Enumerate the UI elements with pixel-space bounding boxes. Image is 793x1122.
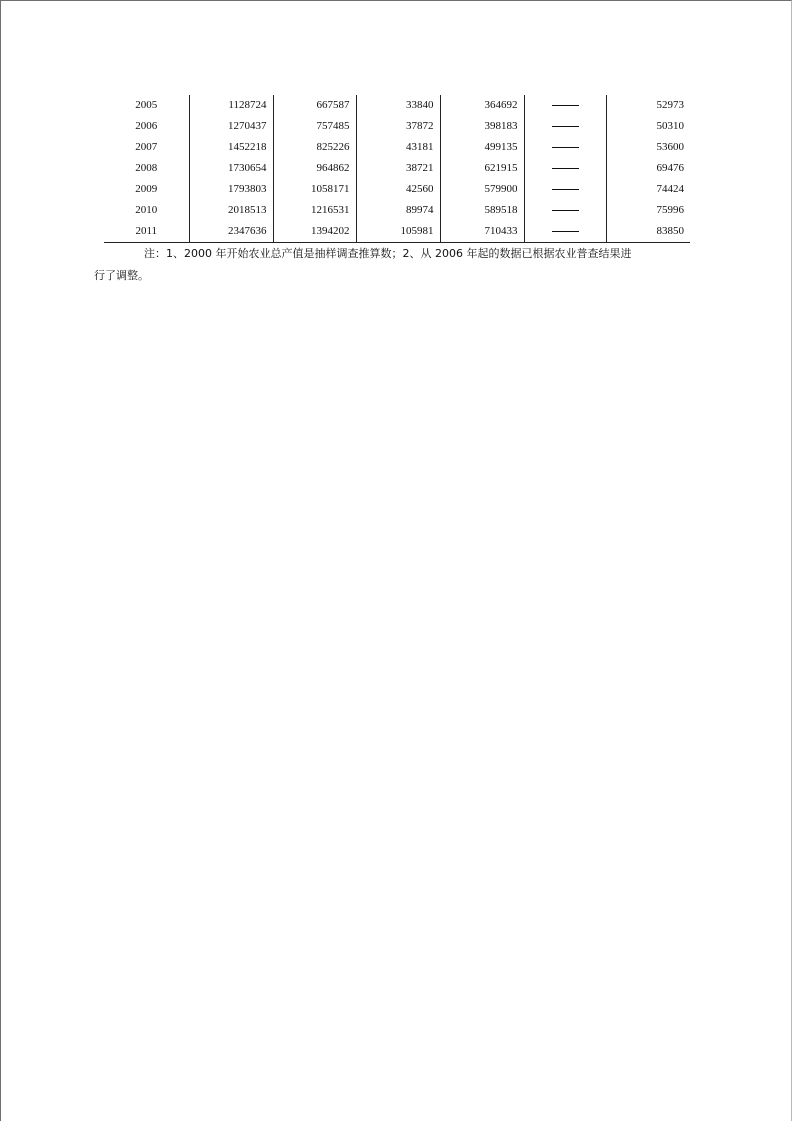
value-cell: 2018513 (189, 200, 273, 221)
year-cell: 2010 (135, 204, 158, 216)
value-cell: 75996 (606, 200, 690, 221)
value-cell: 38721 (356, 158, 440, 179)
value-cell: 499135 (440, 137, 524, 158)
table-row (104, 116, 690, 137)
dash-mark (552, 126, 579, 127)
value-cell: 42560 (356, 179, 440, 200)
value-cell: 710433 (440, 221, 524, 243)
value-cell: 1128724 (189, 95, 273, 116)
dash-mark (552, 105, 579, 106)
empty-dash-cell (524, 158, 606, 179)
empty-dash-cell (524, 179, 606, 200)
value-cell: 33840 (356, 95, 440, 116)
footnote-line-2: 行了调整。 (94, 269, 149, 282)
value-cell: 667587 (273, 95, 356, 116)
empty-dash-cell (524, 95, 606, 116)
value-cell: 398183 (440, 116, 524, 137)
table-row (104, 221, 690, 243)
value-cell: 74424 (606, 179, 690, 200)
table-row (104, 200, 690, 221)
year-cell: 2006 (135, 120, 158, 132)
dash-mark (552, 189, 579, 190)
value-cell: 1793803 (189, 179, 273, 200)
value-cell: 364692 (440, 95, 524, 116)
year-cell: 2007 (135, 141, 158, 153)
year-cell: 2008 (135, 162, 158, 174)
value-cell: 1058171 (273, 179, 356, 200)
value-cell: 825226 (273, 137, 356, 158)
value-cell: 757485 (273, 116, 356, 137)
empty-dash-cell (524, 221, 606, 243)
value-cell: 1270437 (189, 116, 273, 137)
value-cell: 1452218 (189, 137, 273, 158)
value-cell: 52973 (606, 95, 690, 116)
data-table (104, 95, 690, 243)
value-cell: 1216531 (273, 200, 356, 221)
value-cell: 50310 (606, 116, 690, 137)
empty-dash-cell (524, 200, 606, 221)
table-footnote (94, 243, 689, 287)
value-cell: 1730654 (189, 158, 273, 179)
dash-mark (552, 210, 579, 211)
value-cell: 37872 (356, 116, 440, 137)
empty-dash-cell (524, 116, 606, 137)
value-cell: 964862 (273, 158, 356, 179)
value-cell: 579900 (440, 179, 524, 200)
table-row (104, 179, 690, 200)
value-cell: 69476 (606, 158, 690, 179)
value-cell: 89974 (356, 200, 440, 221)
value-cell: 83850 (606, 221, 690, 243)
dash-mark (552, 168, 579, 169)
dash-mark (552, 147, 579, 148)
dash-mark (552, 231, 579, 232)
year-cell: 2009 (135, 183, 158, 195)
value-cell: 589518 (440, 200, 524, 221)
value-cell: 105981 (356, 221, 440, 243)
year-cell: 2005 (135, 99, 158, 111)
value-cell: 53600 (606, 137, 690, 158)
value-cell: 1394202 (273, 221, 356, 243)
empty-dash-cell (524, 137, 606, 158)
value-cell: 43181 (356, 137, 440, 158)
value-cell: 2347636 (189, 221, 273, 243)
table-row (104, 158, 690, 179)
year-cell: 2011 (104, 221, 189, 243)
value-cell: 621915 (440, 158, 524, 179)
footnote-line-1: 注：1、2000 年开始农业总产值是抽样调查推算数；2、从 2006 年起的数据已根据农业普查结果进 (144, 247, 632, 260)
table-row (104, 95, 690, 116)
table-row (104, 137, 690, 158)
